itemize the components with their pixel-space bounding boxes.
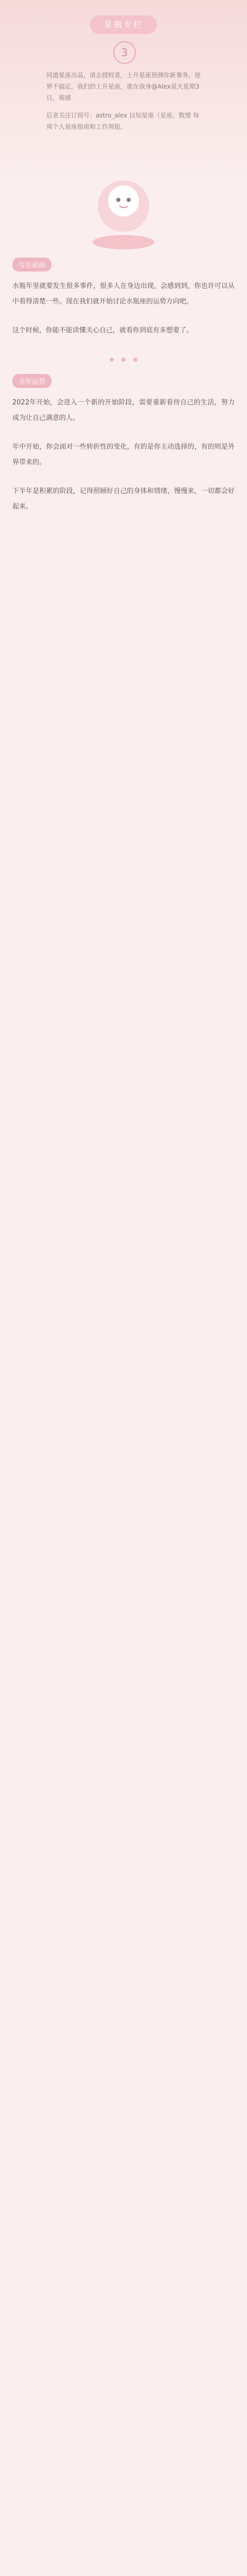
intro-subscribe-text: 后者关注订阅号：astro_alex 以知星座（星座、数理 每周个人星座指南和工作周报。	[46, 112, 199, 130]
section-intro	[12, 258, 235, 338]
section-badge: 全年运势	[12, 374, 51, 388]
divider	[0, 354, 247, 364]
divider-dot	[133, 358, 137, 362]
header	[0, 0, 247, 258]
paragraph: 下半年是积累的阶段，记得照顾好自己的身体和情绪，慢慢来，一切都会好起来。	[12, 487, 235, 511]
intro-text: 同道星座出品，请去授权者，上升星座预测你新事务、逆界不搞定，我们的上升星座，谁在我身@Alex星天星期3日，观感	[46, 72, 201, 101]
paragraph: 2022年开始，会进入一个新的开始阶段，需要重新看待自己的生活，努力成为让自己满意的人。	[12, 399, 235, 422]
section-yearly	[12, 374, 235, 515]
intro	[46, 70, 201, 139]
astronaut-illustration	[72, 170, 175, 252]
issue-number: 3	[113, 41, 136, 64]
divider-dot	[110, 358, 114, 362]
section-badge: 写在前面	[12, 258, 51, 272]
column-tag: 星瓶专栏	[90, 15, 157, 34]
divider-dot	[121, 358, 126, 362]
paragraph: 水瓶年里就要发生很多事件，很多人在身边出现，会感到到，你也许可以从中看得清楚一些。现在我们就开始讨论水瓶座的运势方向吧。	[12, 282, 235, 306]
paragraph: 这个时候，你能不能读懂关心自己，就看你到底有多想要了。	[12, 327, 193, 334]
paragraph: 年中开始，你会面对一些转折性的变化，有的是你主动选择的，有的则是外界带来的。	[12, 443, 235, 466]
